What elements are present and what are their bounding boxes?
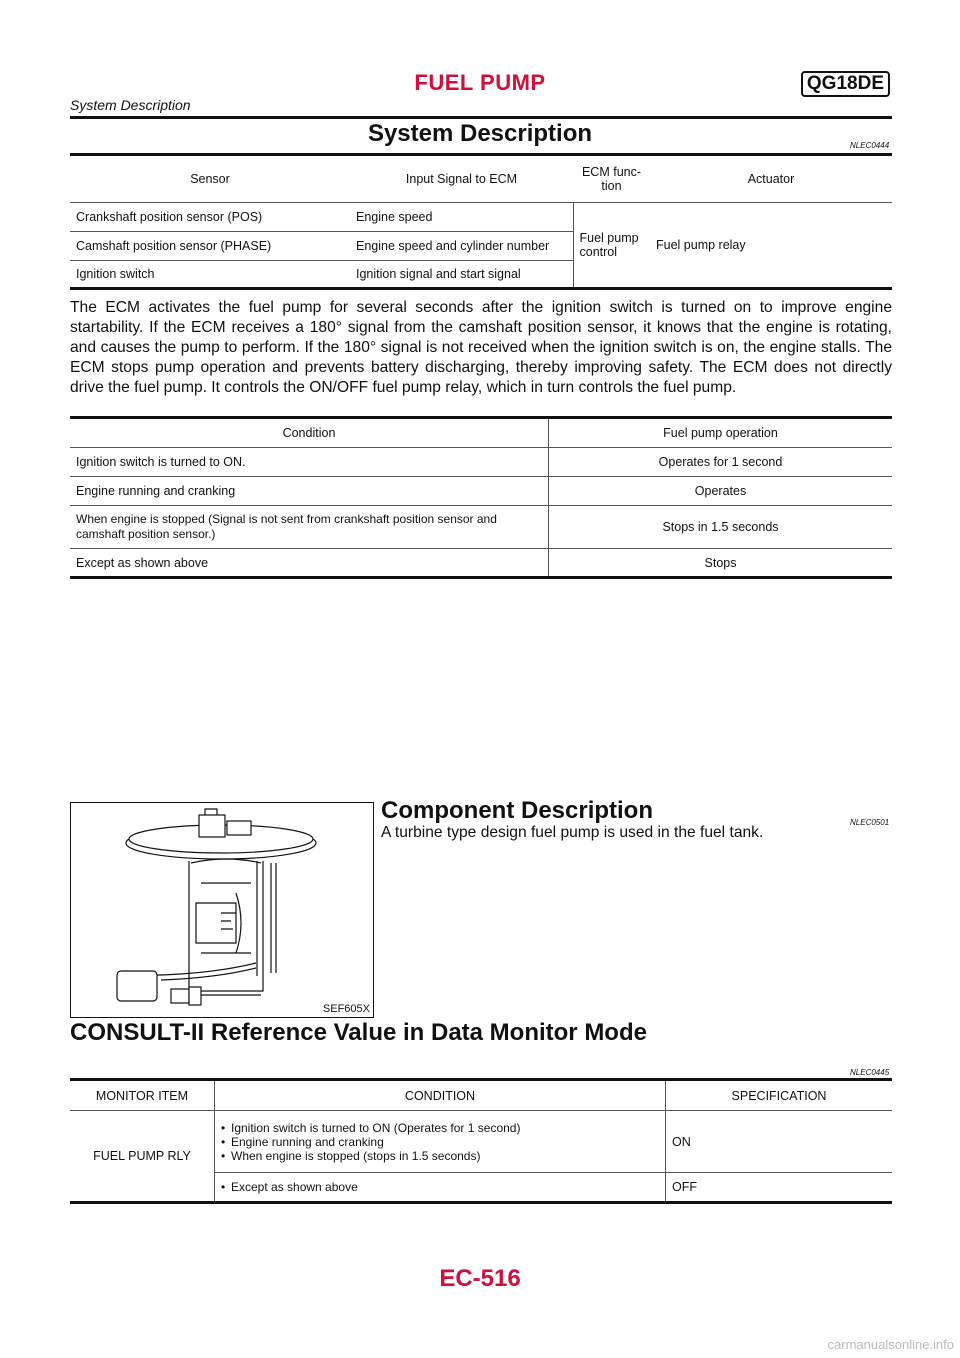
table-row bbox=[70, 1111, 892, 1173]
condition-bullet: • When engine is stopped (stops in 1.5 seconds) bbox=[221, 1148, 481, 1163]
section-title-consult: CONSULT-II Reference Value in Data Monitor Mode bbox=[70, 1019, 647, 1046]
table-row bbox=[70, 506, 892, 549]
sensor-cell: Camshaft position sensor (PHASE) bbox=[70, 232, 350, 261]
ref-code: NLEC0501 bbox=[850, 818, 890, 827]
condition-bullet: • Engine running and cranking bbox=[221, 1134, 384, 1149]
operation-cell: Operates bbox=[549, 477, 893, 506]
col-header-sensor: Sensor bbox=[190, 172, 230, 186]
section-title-component-description: Component Description bbox=[381, 797, 654, 824]
watermark-url: carmanualsonline.info bbox=[827, 1337, 954, 1352]
col-header-specification: SPECIFICATION bbox=[666, 1080, 893, 1111]
col-header-ecm-function: ECM func- tion bbox=[581, 165, 642, 193]
operation-cell: Stops in 1.5 seconds bbox=[549, 506, 893, 549]
condition-cell: Engine running and cranking bbox=[70, 477, 549, 506]
pump-operation-table bbox=[70, 416, 892, 579]
operation-cell: Stops bbox=[549, 549, 893, 578]
col-header-input-signal: Input Signal to ECM bbox=[405, 172, 518, 186]
col-header-actuator: Actuator bbox=[747, 172, 795, 186]
table-row bbox=[70, 203, 892, 232]
specification-cell: OFF bbox=[666, 1173, 893, 1203]
consult-table bbox=[70, 1078, 892, 1204]
signal-cell: Ignition signal and start signal bbox=[350, 261, 573, 289]
actuator-cell: Fuel pump relay bbox=[650, 203, 892, 289]
fuel-pump-illustration bbox=[71, 803, 373, 1017]
figure-caption: SEF605X bbox=[322, 1003, 370, 1015]
chapter-title: FUEL PUMP bbox=[414, 70, 546, 95]
condition-cell bbox=[215, 1111, 666, 1173]
monitor-item-cell: FUEL PUMP RLY bbox=[70, 1111, 215, 1203]
ref-code: NLEC0444 bbox=[850, 141, 890, 150]
condition-cell: Ignition switch is turned to ON. bbox=[70, 448, 549, 477]
table-row bbox=[70, 448, 892, 477]
condition-bullet: • Ignition switch is turned to ON (Operates for 1 second) bbox=[221, 1120, 521, 1135]
ref-code: NLEC0445 bbox=[850, 1068, 890, 1077]
component-text: A turbine type design fuel pump is used in the fuel tank. bbox=[381, 824, 764, 841]
condition-cell: Except as shown above bbox=[70, 549, 549, 578]
system-table bbox=[70, 153, 892, 290]
table-row bbox=[70, 477, 892, 506]
signal-cell: Engine speed bbox=[350, 203, 573, 232]
running-subtitle: System Description bbox=[70, 97, 191, 113]
sensor-cell: Crankshaft position sensor (POS) bbox=[70, 203, 350, 232]
header-rule bbox=[70, 116, 892, 119]
section-title-system-description: System Description bbox=[367, 120, 593, 147]
condition-cell: When engine is stopped (Signal is not sent from crankshaft position sensor and camshaft position sensor.) bbox=[70, 506, 549, 549]
page-number: EC-516 bbox=[439, 1265, 521, 1292]
fuel-pump-figure bbox=[70, 802, 374, 1018]
signal-cell: Engine speed and cylinder number bbox=[350, 232, 573, 261]
table-row bbox=[70, 549, 892, 578]
system-paragraph: The ECM activates the fuel pump for several seconds after the ignition switch is turned on to improve engine startability. If the ECM receives a 180° signal from the camshaft position sensor, it knows that the engine is rotating, and causes the pump to perform. If the 180° signal is not received when the ignition switch is on, the engine stalls. The ECM stops pump operation and prevents battery discharging, thereby improving safety. The ECM does not directly drive the fuel pump. It controls the ON/OFF fuel pump relay, which in turn controls the fuel pump. bbox=[70, 299, 892, 396]
col-header-monitor-item: MONITOR ITEM bbox=[95, 1088, 189, 1103]
condition-cell bbox=[215, 1173, 666, 1203]
sensor-cell: Ignition switch bbox=[70, 261, 350, 289]
engine-code-badge: QG18DE bbox=[801, 71, 890, 97]
col-header-pump-operation: Fuel pump operation bbox=[549, 418, 893, 448]
condition-bullet: • Except as shown above bbox=[221, 1180, 358, 1194]
specification-cell: ON bbox=[666, 1111, 893, 1173]
operation-cell: Operates for 1 second bbox=[549, 448, 893, 477]
col-header-condition: CONDITION bbox=[215, 1080, 666, 1111]
ecm-function-cell: Fuel pump control bbox=[573, 203, 650, 289]
col-header-condition: Condition bbox=[282, 426, 336, 440]
